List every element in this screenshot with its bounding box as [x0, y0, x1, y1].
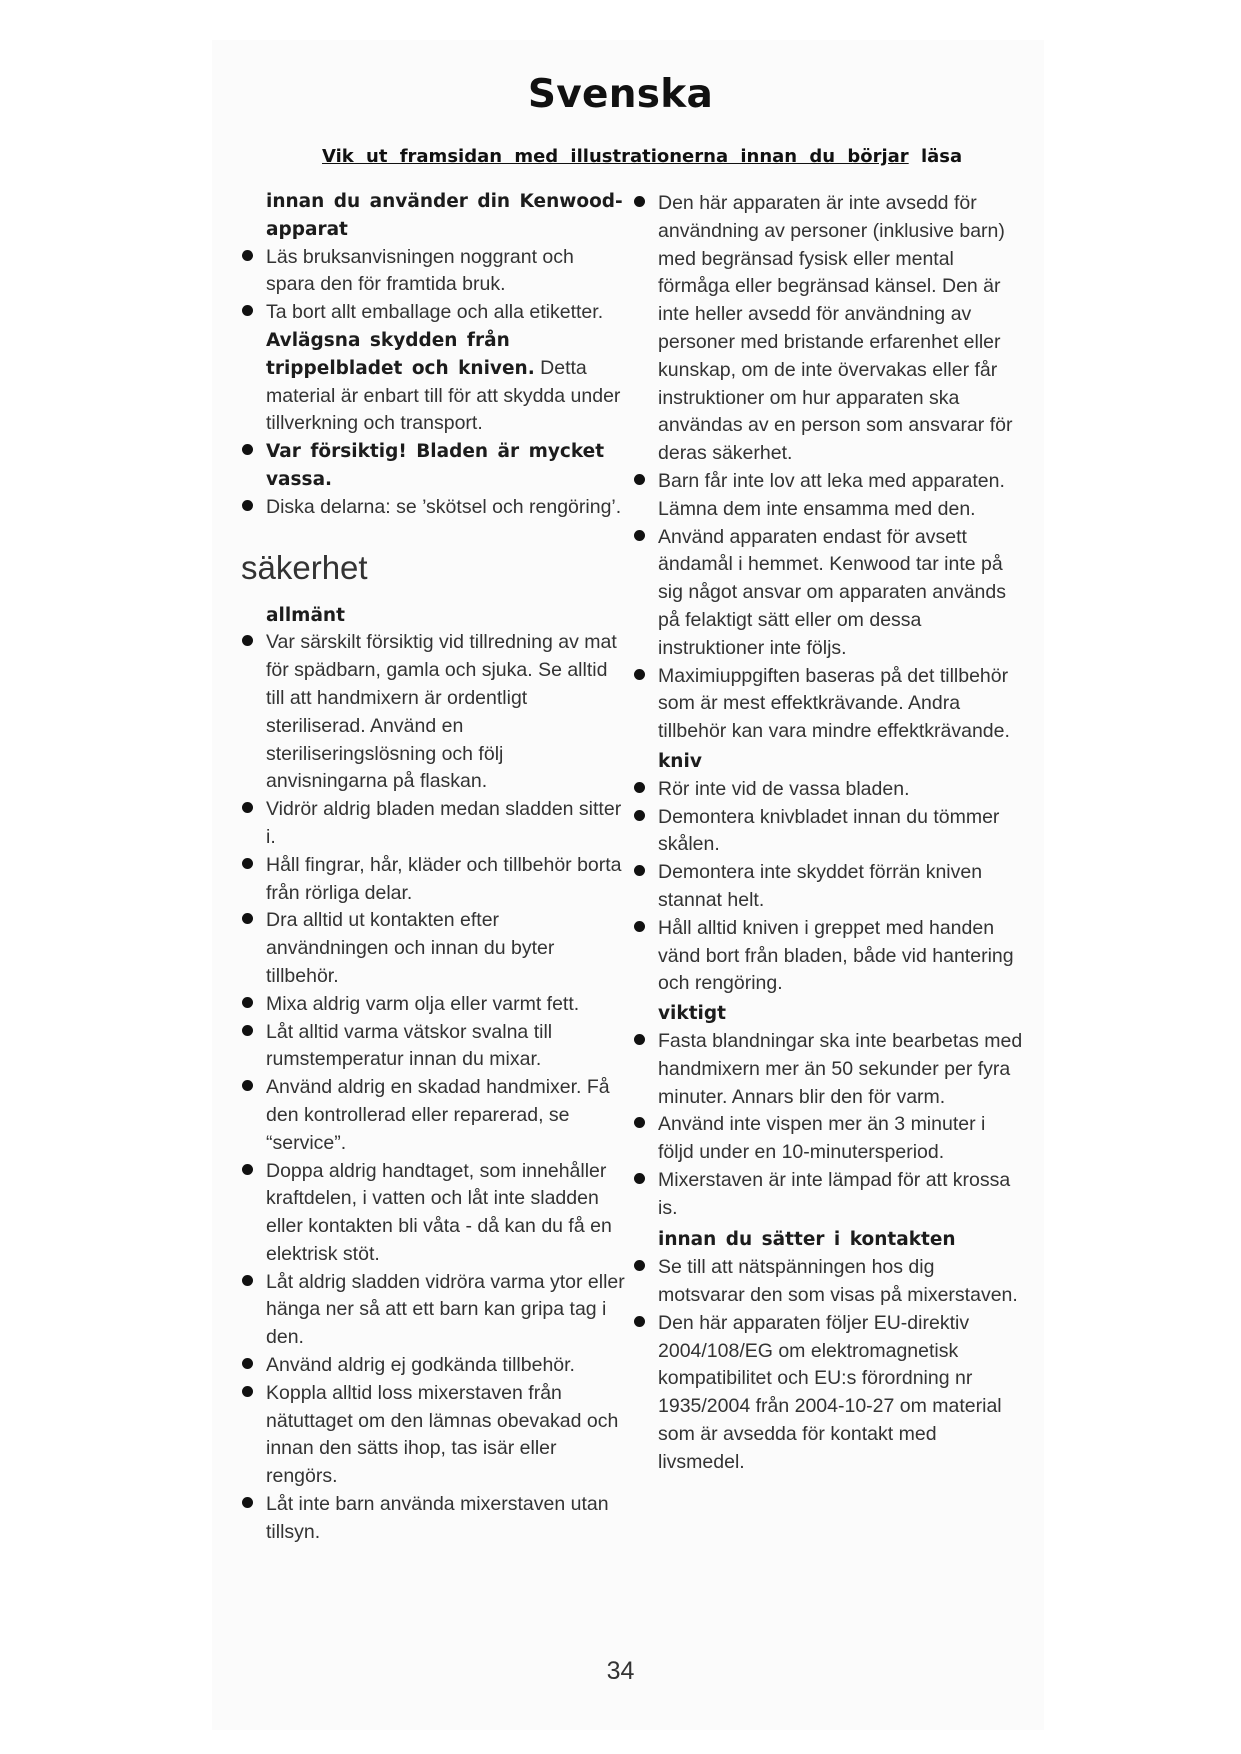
list-item-text: Den här apparaten följer EU-direktiv 2004/108/EG om elektromagnetisk kompatibilitet och EU:s förordning nr 1935/2004 från 2004-10-27 om material som är avsedda för kontakt med livsmedel. [658, 1311, 1002, 1473]
list-item [658, 190, 1023, 468]
list-item [266, 1158, 626, 1269]
bullet-icon [242, 1275, 253, 1286]
subtitle-rest: läsa [908, 146, 963, 167]
list-item [658, 1028, 1023, 1111]
before-use-list [266, 244, 626, 522]
bullet-icon [242, 858, 253, 869]
list-item [266, 1352, 626, 1380]
plug-list [658, 1254, 1023, 1476]
safety-section-title: säkerhet [241, 548, 368, 586]
list-item [266, 244, 626, 300]
list-item-text: Se till att nätspänningen hos dig motsvarar den som visas på mixerstaven. [658, 1256, 1018, 1307]
bullet-icon [634, 1034, 645, 1045]
list-item [658, 524, 1023, 663]
list-item-text: Maximiuppgiften baseras på det tillbehör som är mest effektkrävande. Andra tillbehör kan vara mindre effektkrävande. [658, 664, 1010, 743]
bullet-icon [242, 1025, 253, 1036]
list-item [266, 299, 626, 438]
list-item-text [266, 301, 620, 434]
important-heading: viktigt [658, 1003, 726, 1025]
list-item-text: Låt aldrig sladden vidröra varma ytor eller hänga ner så att ett barn kan gripa tag i den. [266, 1270, 625, 1349]
bullet-icon [634, 1316, 645, 1327]
list-item [266, 1491, 626, 1547]
subtitle-underlined: Vik ut framsidan med illustrationerna innan du börjar [322, 146, 909, 167]
list-item [266, 1269, 626, 1352]
bullet-icon [242, 250, 253, 261]
important-list [658, 1028, 1023, 1223]
list-item-text: Dra alltid ut kontakten efter användningen och innan du byter tillbehör. [266, 909, 555, 987]
list-item-text: Mixa aldrig varm olja eller varmt fett. [266, 992, 580, 1015]
bullet-icon [634, 669, 645, 680]
plug-heading: innan du sätter i kontakten [658, 1229, 956, 1251]
general-list-left [266, 629, 626, 1546]
list-item-text: Doppa aldrig handtaget, som innehåller kraftdelen, i vatten och låt inte sladden eller kontakten bli våta - då kan du få en elektrisk stöt. [266, 1159, 612, 1265]
list-item-text: Låt alltid varma vätskor svalna till rumstemperatur innan du mixar. [266, 1020, 553, 1071]
list-item [266, 629, 626, 796]
bullet-icon [634, 196, 645, 207]
bullet-icon [634, 474, 645, 485]
list-item-text: Använd apparaten endast för avsett ändamål i hemmet. Kenwood tar inte på sig något ansvar om apparaten används på felaktigt sätt eller om dessa instruktioner inte följs. [658, 525, 1006, 659]
list-item-text [266, 440, 604, 490]
bullet-icon [242, 997, 253, 1008]
list-item [658, 859, 1023, 915]
bullet-icon [242, 1164, 253, 1175]
list-item-text: Barn får inte lov att leka med apparaten. Lämna dem inte ensamma med den. [658, 469, 1005, 520]
list-item-text: Diska delarna: se ’skötsel och rengöring’. [266, 495, 622, 518]
list-item [658, 1111, 1023, 1167]
list-item-text: Den här apparaten är inte avsedd för användning av personer (inklusive barn) med begränsad fysisk eller mental förmåga eller begränsad känsel. Den är inte heller avsedd för användning av personer med bristande erfarenhet eller kunskap, om de inte övervakas eller får instruktioner om hur apparaten ska användas av en person som ansvarar för deras säkerhet. [658, 192, 1013, 465]
list-item [266, 1074, 626, 1157]
list-item-text: Håll alltid kniven i greppet med handen vänd bort från bladen, både vid hantering och rengöring. [658, 916, 1014, 995]
page-title: Svenska [527, 72, 714, 117]
list-item-text: Demontera inte skyddet förrän kniven stannat helt. [658, 861, 983, 911]
bullet-icon [634, 1173, 645, 1184]
list-item-text: Rör inte vid de vassa bladen. [658, 777, 910, 800]
list-item-text: Använd inte vispen mer än 3 minuter i följd under en 10-minutersperiod. [658, 1113, 986, 1164]
list-item [658, 1167, 1023, 1223]
list-item [266, 907, 626, 990]
bullet-icon [634, 782, 645, 793]
list-item [266, 852, 626, 908]
before-use-heading: innan du använder din Kenwood-apparat [266, 191, 623, 240]
list-item-text: Håll fingrar, hår, kläder och tillbehör borta från rörliga delar. [266, 853, 622, 904]
list-item-text: Använd aldrig en skadad handmixer. Få den kontrollerad eller reparerad, se “service”. [266, 1076, 610, 1154]
list-item-text: Demontera knivbladet innan du tömmer skålen. [658, 805, 1000, 856]
knife-heading: kniv [658, 750, 702, 772]
list-item-text: Läs bruksanvisningen noggrant och spara den för framtida bruk. [266, 245, 574, 296]
bullet-icon [634, 530, 645, 541]
list-item [266, 991, 626, 1019]
list-item [658, 1254, 1023, 1310]
list-item [658, 915, 1023, 998]
general-heading: allmänt [266, 604, 345, 626]
list-item-text: Vidrör aldrig bladen medan sladden sitter i. [266, 798, 622, 848]
list-item [658, 776, 1023, 804]
list-item-text: Fasta blandningar ska inte bearbetas med handmixern mer än 50 sekunder per fyra minuter. Annars blir den för varm. [658, 1029, 1023, 1108]
knife-list [658, 776, 1023, 998]
list-item [266, 438, 626, 494]
right-column [658, 190, 1023, 1477]
bullet-icon [242, 1386, 253, 1397]
list-item-text: Använd aldrig ej godkända tillbehör. [266, 1354, 575, 1377]
list-item [266, 1380, 626, 1491]
list-item-text-part: Detta material är enbart till för att skydda under tillverkning och transport. [266, 356, 621, 435]
bullet-icon [242, 500, 253, 511]
bullet-icon [242, 1497, 253, 1508]
list-item-emphasis: Var försiktig! Bladen är mycket vassa. [266, 441, 605, 490]
list-item [658, 663, 1023, 746]
general-list-right [658, 190, 1023, 746]
list-item [658, 804, 1023, 860]
list-item-text: Koppla alltid loss mixerstaven från nätuttaget om den lämnas obevakad och innan den sätts ihop, tas isär eller rengörs. [266, 1381, 619, 1488]
bullet-icon [242, 1358, 253, 1369]
page-number: 34 [606, 1657, 635, 1685]
left-column [241, 188, 626, 1547]
list-item-text: Var särskilt försiktig vid tillredning av mat för spädbarn, gamla och sjuka. Se alltid till att handmixern är ordentligt steriliserad. Använd en steriliseringslösning och följ anvisningarna på flaskan. [266, 631, 617, 793]
list-item [266, 494, 626, 522]
list-item [658, 1310, 1023, 1477]
list-item-text-part: Ta bort allt emballage och alla etiketter. [266, 301, 604, 324]
list-item-text: Låt inte barn använda mixerstaven utan tillsyn. [266, 1493, 609, 1543]
list-item [658, 468, 1023, 524]
bullet-icon [634, 921, 645, 932]
list-item-emphasis: Avlägsna skydden från trippelbladet och kniven. [266, 329, 535, 379]
list-item-text: Mixerstaven är inte lämpad för att krossa is. [658, 1168, 1011, 1219]
list-item [266, 1019, 626, 1075]
bullet-icon [634, 810, 645, 821]
page-subtitle [322, 146, 962, 167]
list-item [266, 796, 626, 852]
